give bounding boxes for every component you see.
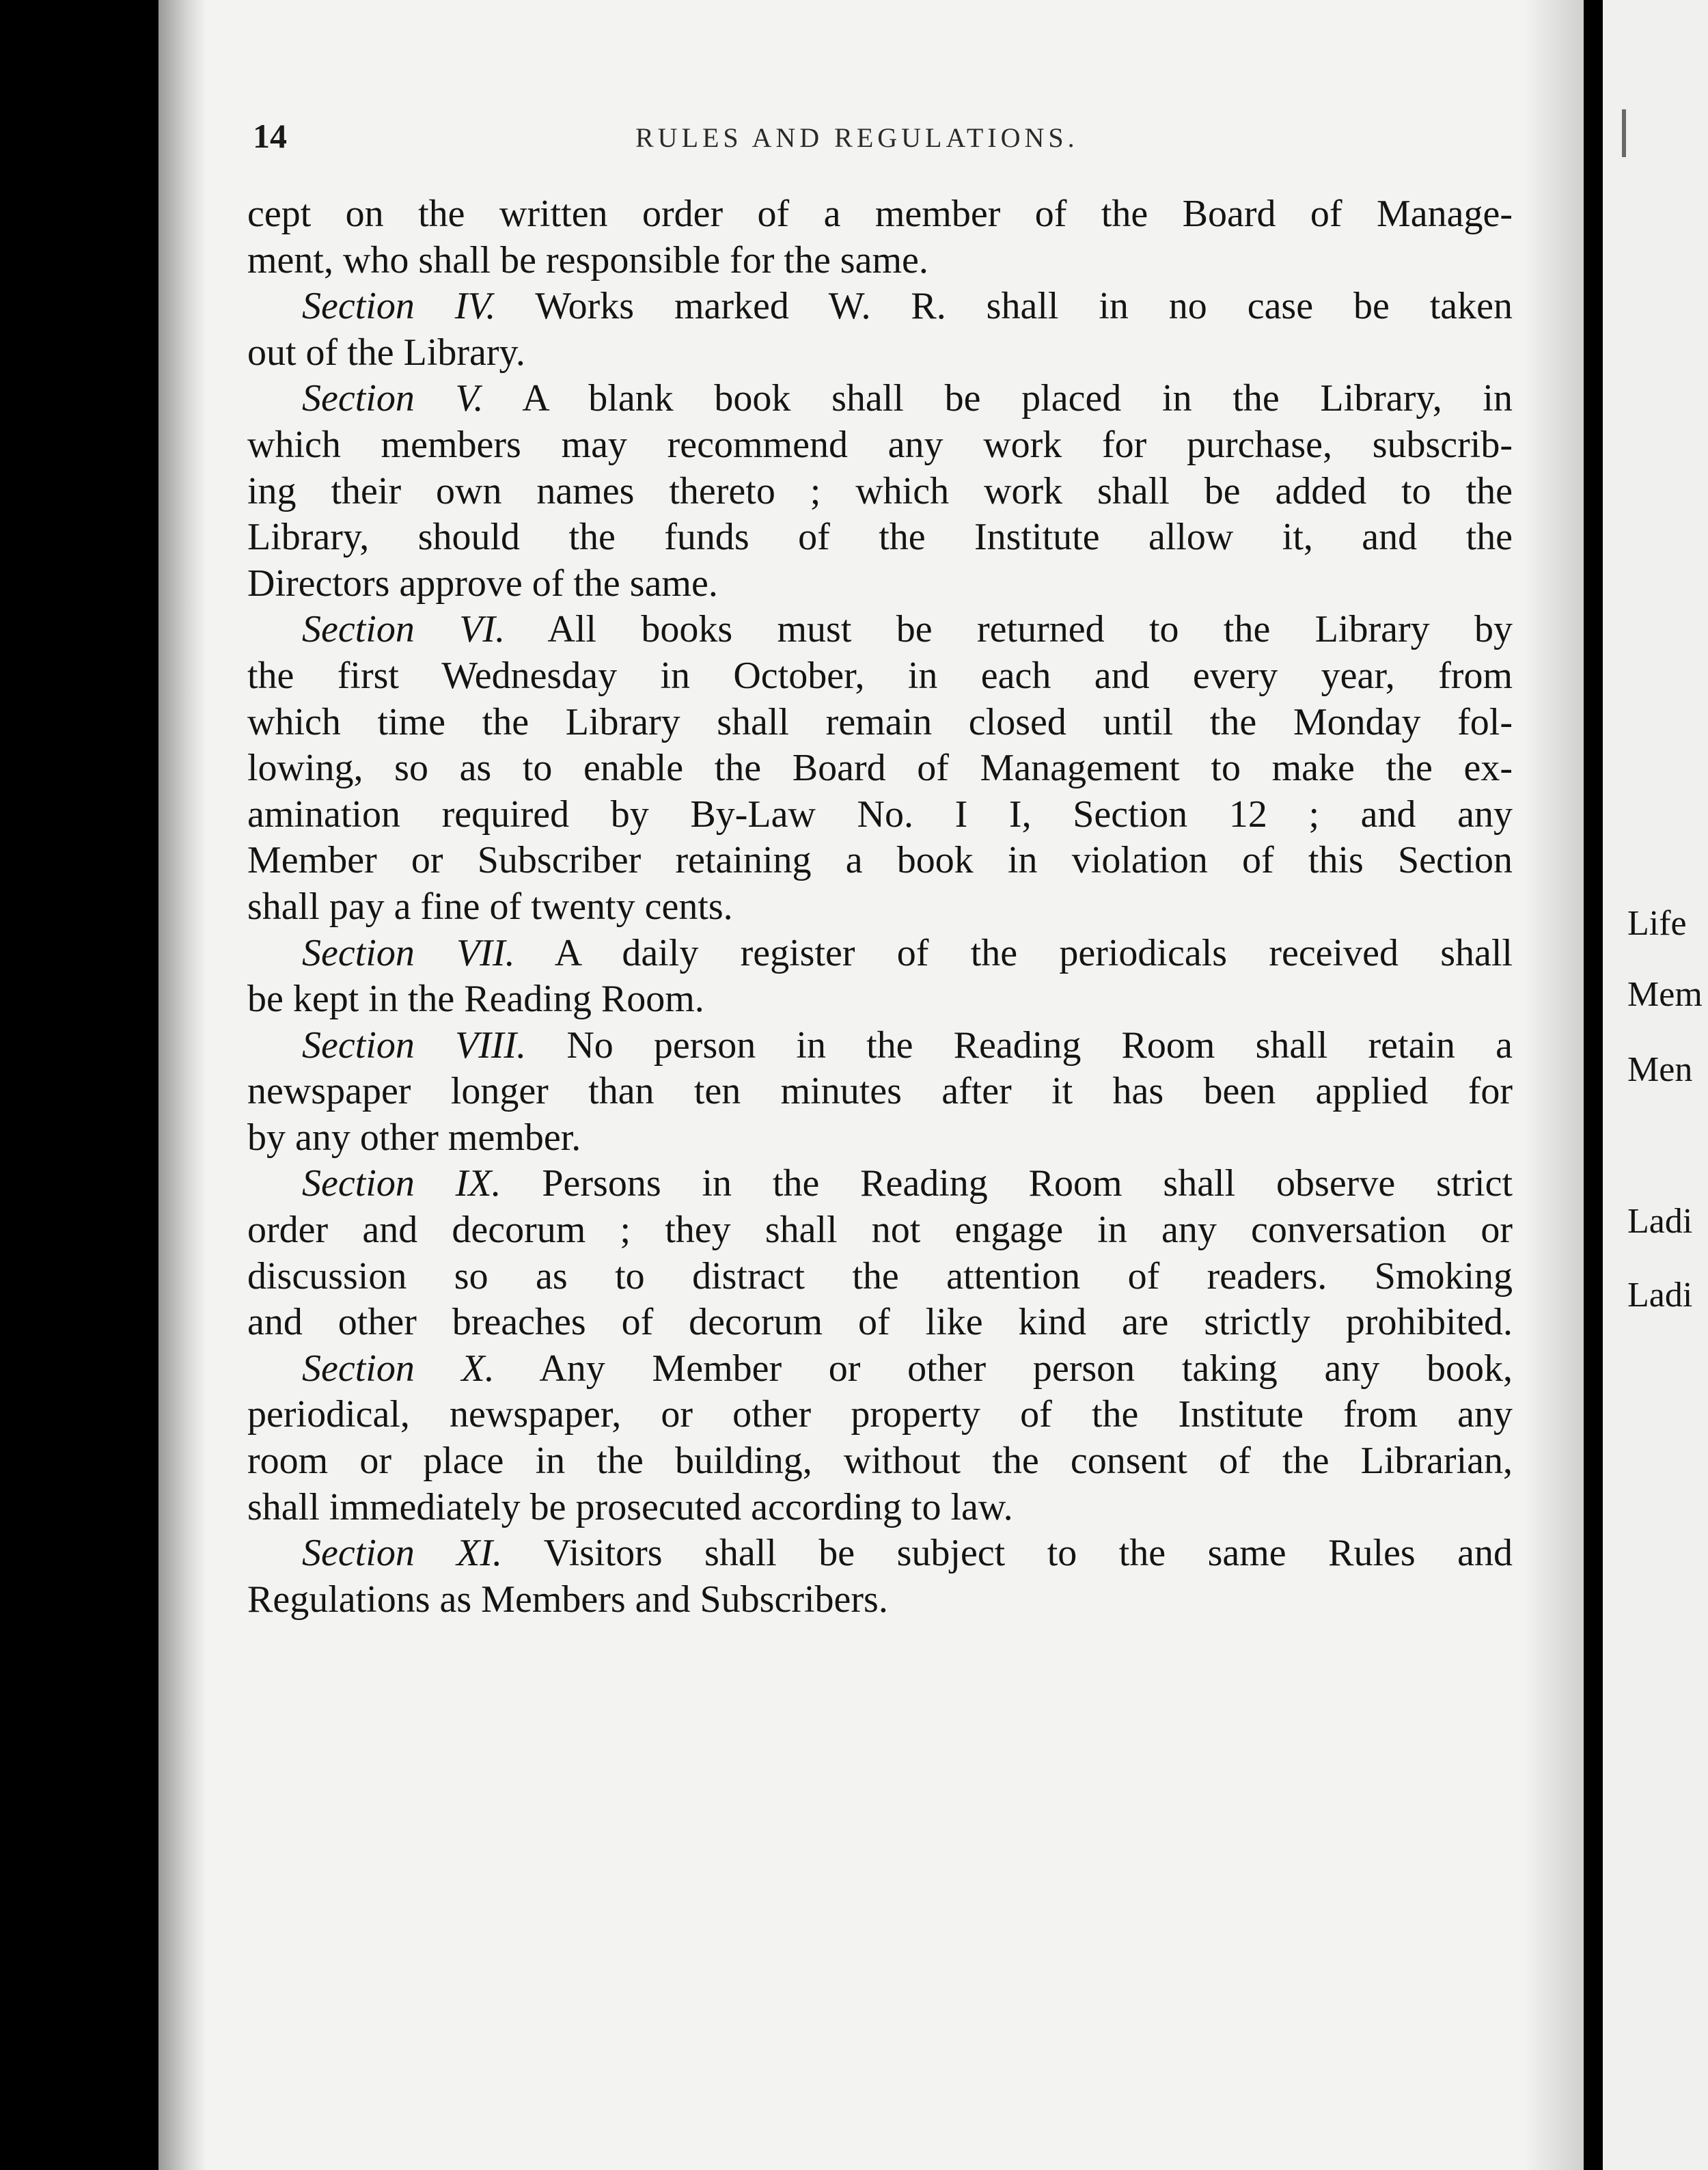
page-number: 14 bbox=[253, 117, 287, 155]
page-edge-shadow bbox=[159, 0, 206, 2170]
line-text: Works marked W. R. shall in no case be taken bbox=[535, 285, 1513, 328]
page-edge-right-shadow bbox=[1524, 0, 1585, 2170]
line-text: and other breaches of decorum of like kind are strictly prohibited. bbox=[247, 1301, 1513, 1344]
text-line bbox=[247, 330, 1513, 376]
line-text: periodical, newspaper, or other property of the Institute from any bbox=[247, 1393, 1513, 1436]
right-page-word: Men bbox=[1627, 1050, 1693, 1089]
line-text: be kept in the Reading Room. bbox=[247, 978, 704, 1021]
right-page-word: Life bbox=[1627, 904, 1687, 943]
book-gutter bbox=[1584, 0, 1603, 2170]
section-line bbox=[247, 1346, 1513, 1392]
line-text: newspaper longer than ten minutes after it has been applied for bbox=[247, 1070, 1513, 1113]
text-line bbox=[247, 1392, 1513, 1438]
text-line bbox=[247, 1207, 1513, 1254]
text-line bbox=[247, 191, 1513, 238]
text-line bbox=[247, 1438, 1513, 1485]
line-text: A daily register of the periodicals received shall bbox=[554, 931, 1513, 974]
text-line bbox=[247, 745, 1513, 792]
line-text: Member or Subscriber retaining a book in violation of this Section bbox=[247, 839, 1513, 882]
section-label: Section VII. bbox=[302, 931, 515, 974]
text-line bbox=[247, 561, 1513, 607]
line-text: amination required by By-Law No. I I, Section 12 ; and any bbox=[247, 793, 1513, 836]
section-label: Section V. bbox=[302, 377, 484, 420]
line-text: A blank book shall be placed in the Library, in bbox=[522, 377, 1513, 420]
line-text: Regulations as Members and Subscribers. bbox=[247, 1578, 888, 1621]
line-text: Any Member or other person taking any book, bbox=[539, 1347, 1513, 1390]
line-text: Visitors shall be subject to the same Rules and bbox=[543, 1532, 1513, 1575]
line-text: cept on the written order of a member of the Board of Manage- bbox=[247, 193, 1513, 235]
line-text: out of the Library. bbox=[247, 331, 525, 374]
right-page-word: Ladi bbox=[1627, 1276, 1693, 1315]
section-label: Section XI. bbox=[302, 1532, 503, 1575]
line-text: discussion so as to distract the attention of readers. Smoking bbox=[247, 1254, 1513, 1297]
line-text: order and decorum ; they shall not engage in any conversation or bbox=[247, 1209, 1513, 1252]
right-page-word: Ladi bbox=[1627, 1202, 1693, 1241]
text-line bbox=[247, 653, 1513, 700]
line-text: which members may recommend any work for purchase, subscrib- bbox=[247, 423, 1513, 466]
text-line bbox=[247, 1254, 1513, 1300]
section-line bbox=[247, 1530, 1513, 1577]
text-line bbox=[247, 422, 1513, 469]
section-line bbox=[247, 376, 1513, 422]
line-text: shall immediately be prosecuted according to law. bbox=[247, 1485, 1013, 1528]
text-line bbox=[247, 469, 1513, 515]
line-text: No person in the Reading Room shall retain a bbox=[566, 1024, 1513, 1067]
section-label: Section IX. bbox=[302, 1162, 501, 1205]
line-text: lowing, so as to enable the Board of Management to make the ex- bbox=[247, 747, 1513, 790]
text-line bbox=[247, 1485, 1513, 1531]
right-page bbox=[1603, 0, 1708, 2170]
text-line bbox=[247, 1300, 1513, 1346]
right-page-word: Mem bbox=[1627, 975, 1703, 1014]
section-line bbox=[247, 931, 1513, 977]
line-text: the first Wednesday in October, in each and every year, from bbox=[247, 654, 1513, 697]
text-line bbox=[247, 700, 1513, 746]
section-label: Section VI. bbox=[302, 608, 506, 651]
line-text: All books must be returned to the Library by bbox=[547, 608, 1513, 651]
section-label: Section X. bbox=[302, 1347, 495, 1390]
running-head bbox=[253, 116, 1524, 157]
section-line bbox=[247, 607, 1513, 653]
section-line bbox=[247, 1023, 1513, 1069]
text-line bbox=[247, 976, 1513, 1023]
line-text: Persons in the Reading Room shall observe strict bbox=[542, 1162, 1513, 1205]
text-line bbox=[247, 514, 1513, 561]
body-text bbox=[247, 191, 1513, 1623]
line-text: by any other member. bbox=[247, 1116, 581, 1159]
running-title: RULES AND REGULATIONS. bbox=[635, 122, 1079, 153]
section-line bbox=[247, 284, 1513, 330]
line-text: ing their own names thereto ; which work shall be added to the bbox=[247, 469, 1513, 512]
line-text: room or place in the building, without the consent of the Librarian, bbox=[247, 1440, 1513, 1483]
line-text: ment, who shall be responsible for the same. bbox=[247, 238, 928, 281]
line-text: Directors approve of the same. bbox=[247, 562, 718, 605]
section-label: Section IV. bbox=[302, 285, 496, 328]
line-text: Library, should the funds of the Institute allow it, and the bbox=[247, 516, 1513, 559]
line-text: shall pay a fine of twenty cents. bbox=[247, 885, 733, 928]
text-line bbox=[247, 1115, 1513, 1162]
text-line bbox=[247, 1577, 1513, 1623]
text-line bbox=[247, 884, 1513, 931]
text-line bbox=[247, 1069, 1513, 1115]
margin-mark bbox=[1622, 109, 1626, 157]
text-line bbox=[247, 838, 1513, 884]
section-label: Section VIII. bbox=[302, 1024, 527, 1067]
text-line bbox=[247, 792, 1513, 838]
section-line bbox=[247, 1161, 1513, 1207]
line-text: which time the Library shall remain closed until the Monday fol- bbox=[247, 700, 1513, 743]
text-line bbox=[247, 238, 1513, 284]
